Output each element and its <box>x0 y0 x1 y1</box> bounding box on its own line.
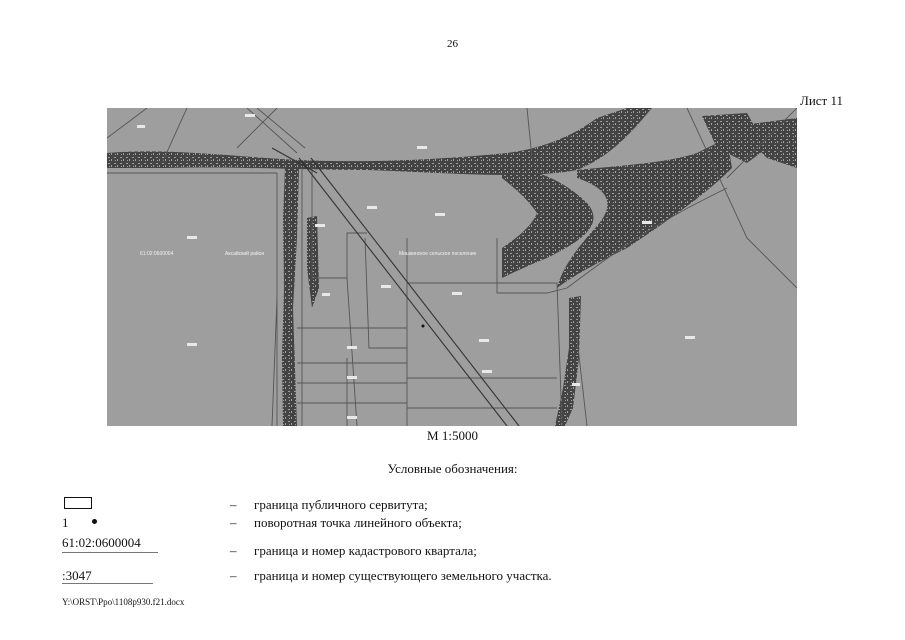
legend-dash: – <box>230 515 237 530</box>
map-settlement-label: Мишкинское сельское поселение <box>399 251 477 257</box>
legend-item-cadastral-quarter: граница и номер кадастрового квартала; <box>254 543 477 558</box>
legend-dash: – <box>230 497 237 512</box>
legend-dash: – <box>230 568 237 583</box>
turning-point-number: 1 <box>62 515 69 530</box>
map-scale: М 1:5000 <box>427 428 478 443</box>
land-parcel-number: :3047 <box>62 568 92 583</box>
legend-item-land-parcel: граница и номер существующего земельного участка. <box>254 568 552 583</box>
turning-point-marker <box>422 325 425 328</box>
map-drawing <box>107 108 797 426</box>
legend-dash: – <box>230 543 237 558</box>
legend-title: Условные обозначения: <box>387 461 518 476</box>
sheet-label: Лист 11 <box>800 93 843 108</box>
cadastral-quarter-line-symbol <box>62 552 158 553</box>
cadastral-map <box>107 108 797 426</box>
page-number: 26 <box>447 38 458 50</box>
file-path: Y:\ORST\Ppo\1108p930.f21.docx <box>62 597 185 607</box>
cadastral-quarter-number: 61:02:0600004 <box>62 535 141 550</box>
land-parcel-line-symbol <box>62 583 153 584</box>
map-district-label: Аксайский район <box>225 251 265 257</box>
legend-item-turning-point: поворотная точка линейного объекта; <box>254 515 462 530</box>
legend-item-servitude: граница публичного сервитута; <box>254 497 428 512</box>
turning-point-symbol <box>92 519 97 524</box>
servitude-boundary-symbol <box>64 497 92 509</box>
map-quarter-label: 61:02:0600004 <box>140 251 174 257</box>
linear-object <box>272 148 519 426</box>
